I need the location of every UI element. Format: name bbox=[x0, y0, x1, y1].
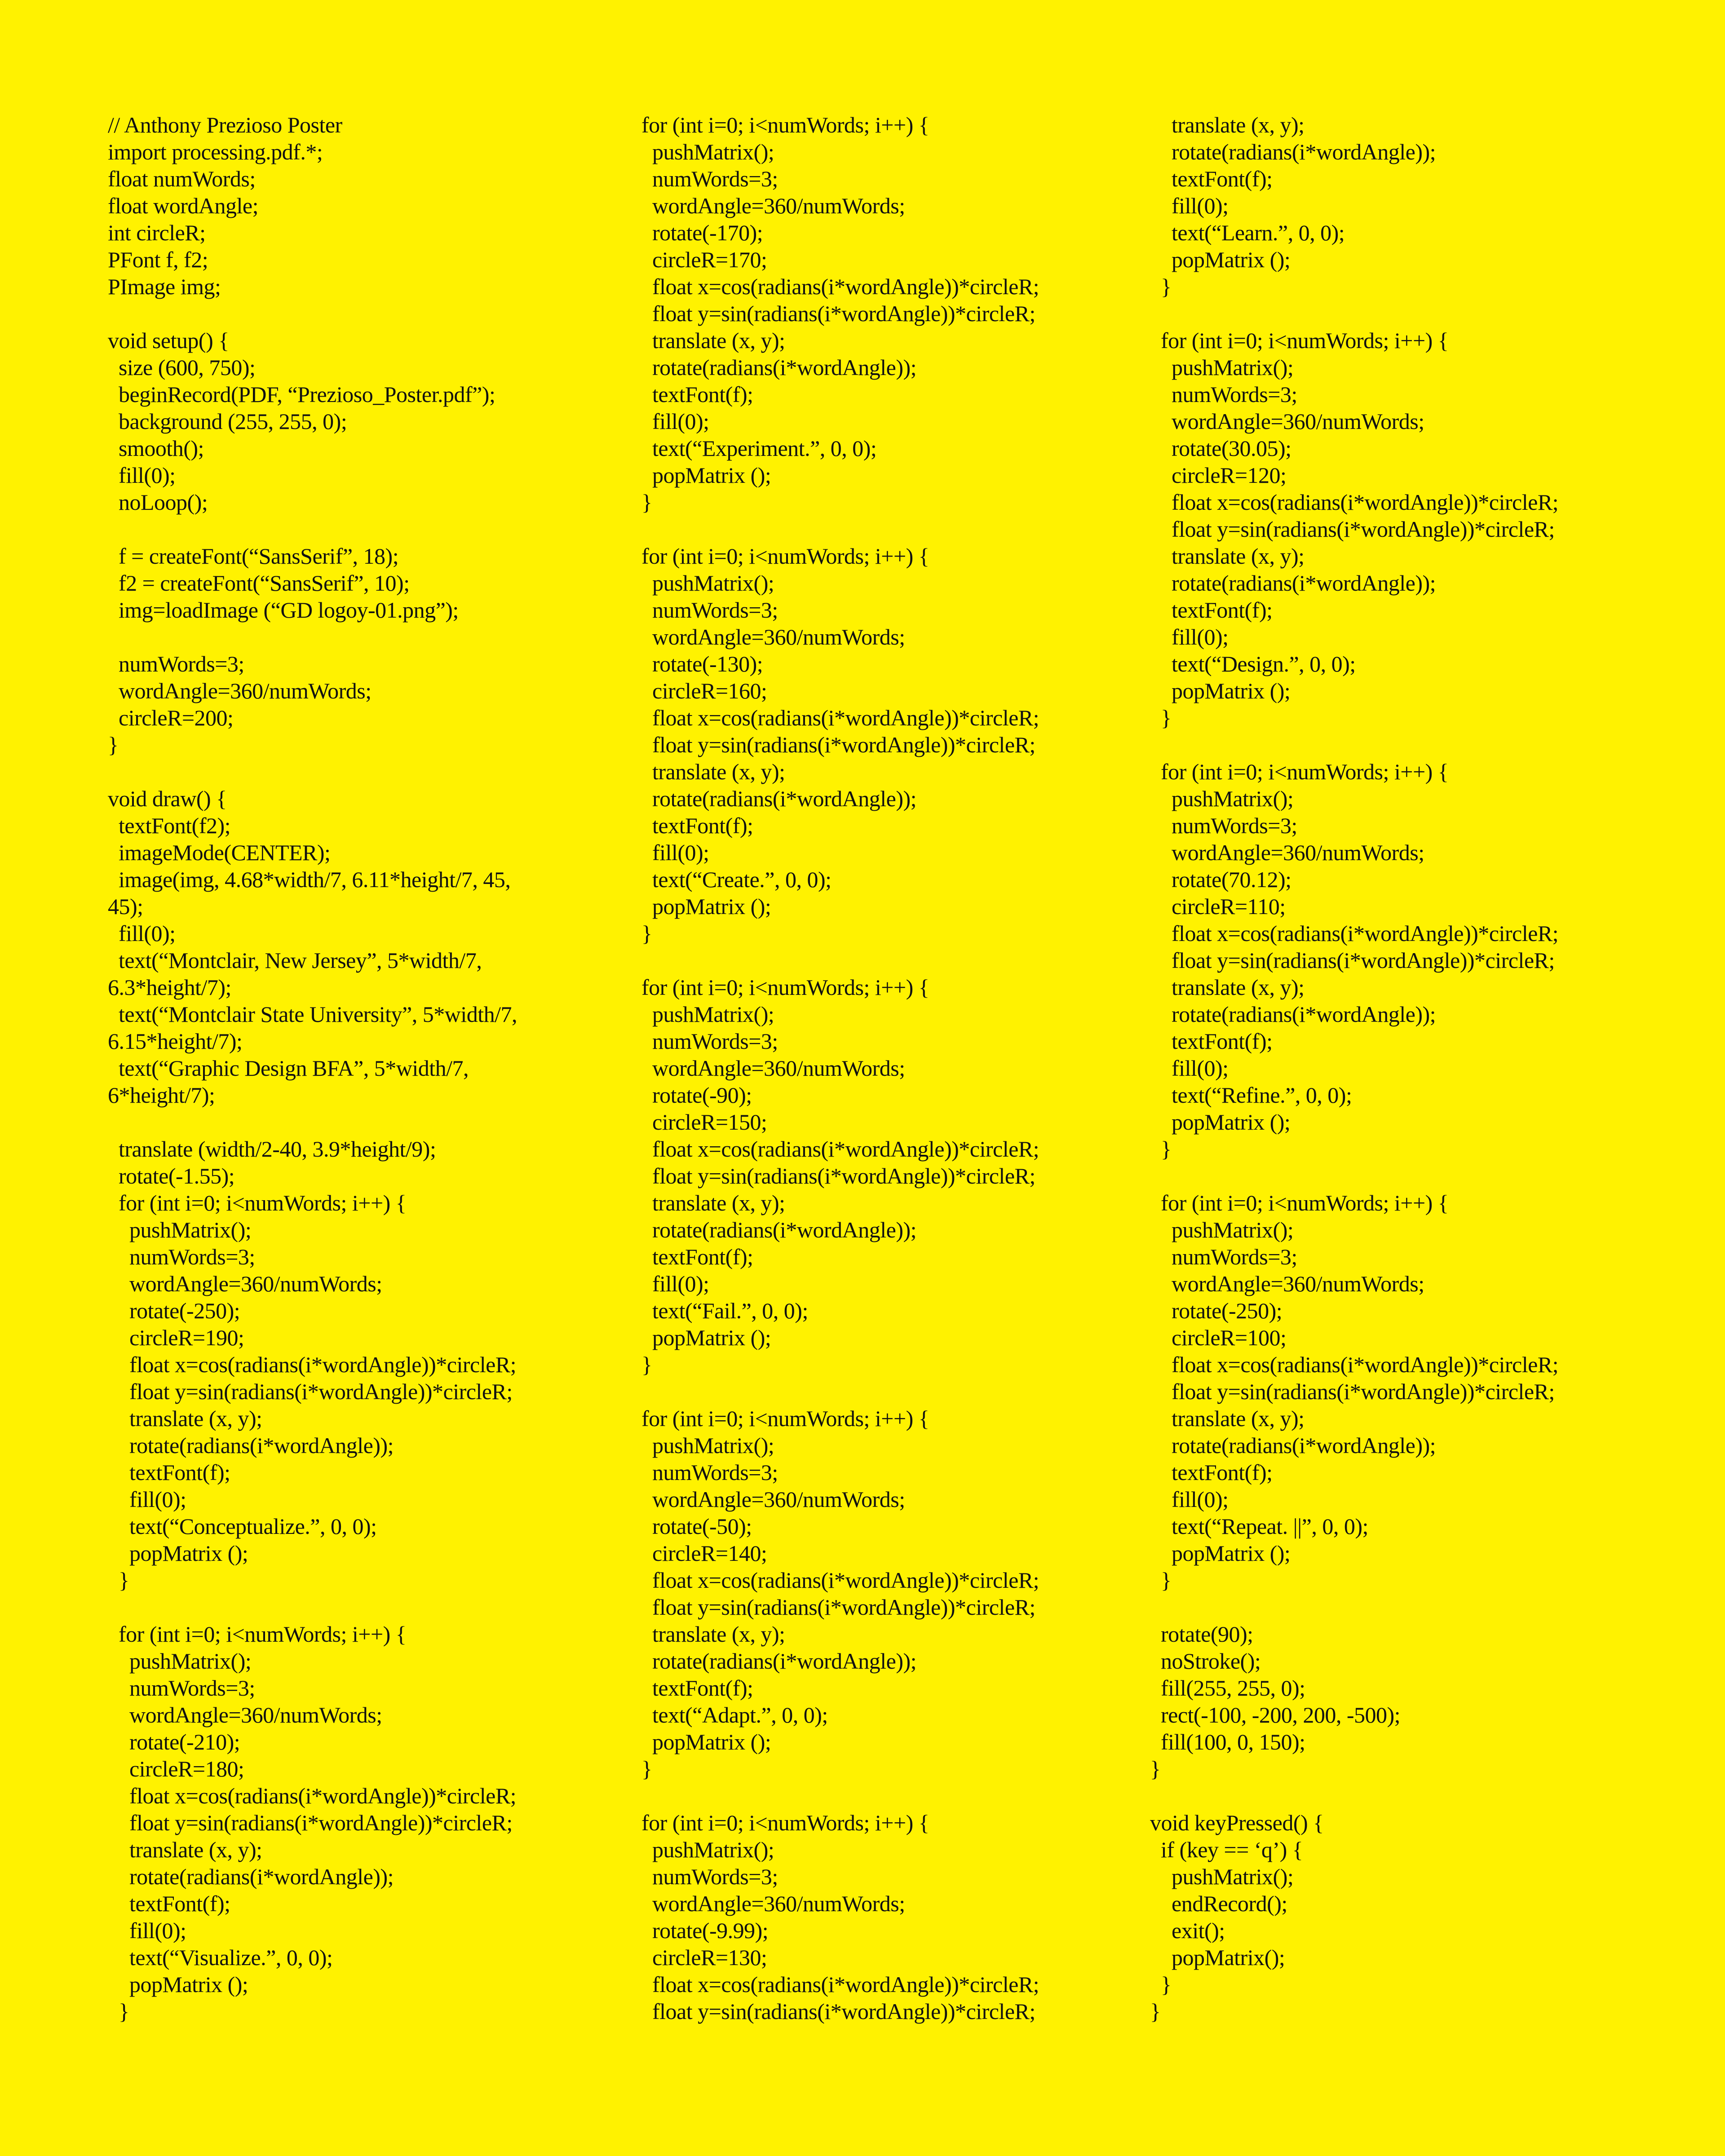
code-column-right: translate (x, y); rotate(radians(i*wordAngle)); textFont(f); fill(0); text(“Learn.”, 0, 0); popMatrix (); } for (int i=0; i<numWords; i++) { pushMatrix(); numWords=3; wordAngle=360/numWords; rotate(30.05); circleR=120; float x=cos(radians(i*wordAngle))*circleR; float y=sin(radians(i*wordAngle))*circleR; translate (x, y); rotate(radians(i*wordAngle)); textFont(f); fill(0); text(“Design.”, 0, 0); popMatrix (); } for (int i=0; i<numWords; i++) { pushMatrix(); numWords=3; wordAngle=360/numWords; rotate(70.12); circleR=110; float x=cos(radians(i*wordAngle))*circleR; float y=sin(radians(i*wordAngle))*circleR; translate (x, y); rotate(radians(i*wordAngle)); textFont(f); fill(0); text(“Refine.”, 0, 0); popMatrix (); } for (int i=0; i<numWords; i++) { pushMatrix(); numWords=3; wordAngle=360/numWords; rotate(-250); circleR=100; float x=cos(radians(i*wordAngle))*circleR; float y=sin(radians(i*wordAngle))*circleR; translate (x, y); rotate(radians(i*wordAngle)); textFont(f); fill(0); text(“Repeat. ||”, 0, 0); popMatrix (); } rotate(90); noStroke(); fill(255, 255, 0); rect(-100, -200, 200, -500); fill(100, 0, 150); } void keyPressed() { if (key == ‘q’) { pushMatrix(); endRecord(); exit(); popMatrix(); } } bbox=[1150, 112, 1559, 2024]
code-column-middle: for (int i=0; i<numWords; i++) { pushMatrix(); numWords=3; wordAngle=360/numWords; rotate(-170); circleR=170; float x=cos(radians(i*wordAngle))*circleR; float y=sin(radians(i*wordAngle))*circleR; translate (x, y); rotate(radians(i*wordAngle)); textFont(f); fill(0); text(“Experiment.”, 0, 0); popMatrix (); } for (int i=0; i<numWords; i++) { pushMatrix(); numWords=3; wordAngle=360/numWords; rotate(-130); circleR=160; float x=cos(radians(i*wordAngle))*circleR; float y=sin(radians(i*wordAngle))*circleR; translate (x, y); rotate(radians(i*wordAngle)); textFont(f); fill(0); text(“Create.”, 0, 0); popMatrix (); } for (int i=0; i<numWords; i++) { pushMatrix(); numWords=3; wordAngle=360/numWords; rotate(-90); circleR=150; float x=cos(radians(i*wordAngle))*circleR; float y=sin(radians(i*wordAngle))*circleR; translate (x, y); rotate(radians(i*wordAngle)); textFont(f); fill(0); text(“Fail.”, 0, 0); popMatrix (); } for (int i=0; i<numWords; i++) { pushMatrix(); numWords=3; wordAngle=360/numWords; rotate(-50); circleR=140; float x=cos(radians(i*wordAngle))*circleR; float y=sin(radians(i*wordAngle))*circleR; translate (x, y); rotate(radians(i*wordAngle)); textFont(f); text(“Adapt.”, 0, 0); popMatrix (); } for (int i=0; i<numWords; i++) { pushMatrix(); numWords=3; wordAngle=360/numWords; rotate(-9.99); circleR=130; float x=cos(radians(i*wordAngle))*circleR; float y=sin(radians(i*wordAngle))*circleR; bbox=[641, 112, 1039, 2024]
code-column-left: // Anthony Prezioso Poster import processing.pdf.*; float numWords; float wordAngle; int circleR; PFont f, f2; PImage img; void setup() { size (600, 750); beginRecord(PDF, “Prezioso_Poster.pdf”); background (255, 255, 0); smooth(); fill(0); noLoop(); f = createFont(“SansSerif”, 18); f2 = createFont(“SansSerif”, 10); img=loadImage (“GD logoy-01.png”); numWords=3; wordAngle=360/numWords; circleR=200; } void draw() { textFont(f2); imageMode(CENTER); image(img, 4.68*width/7, 6.11*height/7, 45, 45); fill(0); text(“Montclair, New Jersey”, 5*width/7, 6.3*height/7); text(“Montclair State University”, 5*width/7, 6.15*height/7); text(“Graphic Design BFA”, 5*width/7, 6*height/7); translate (width/2-40, 3.9*height/9); rotate(-1.55); for (int i=0; i<numWords; i++) { pushMatrix(); numWords=3; wordAngle=360/numWords; rotate(-250); circleR=190; float x=cos(radians(i*wordAngle))*circleR; float y=sin(radians(i*wordAngle))*circleR; translate (x, y); rotate(radians(i*wordAngle)); textFont(f); fill(0); text(“Conceptualize.”, 0, 0); popMatrix (); } for (int i=0; i<numWords; i++) { pushMatrix(); numWords=3; wordAngle=360/numWords; rotate(-210); circleR=180; float x=cos(radians(i*wordAngle))*circleR; float y=sin(radians(i*wordAngle))*circleR; translate (x, y); rotate(radians(i*wordAngle)); textFont(f); fill(0); text(“Visualize.”, 0, 0); popMatrix (); } bbox=[108, 112, 518, 2024]
